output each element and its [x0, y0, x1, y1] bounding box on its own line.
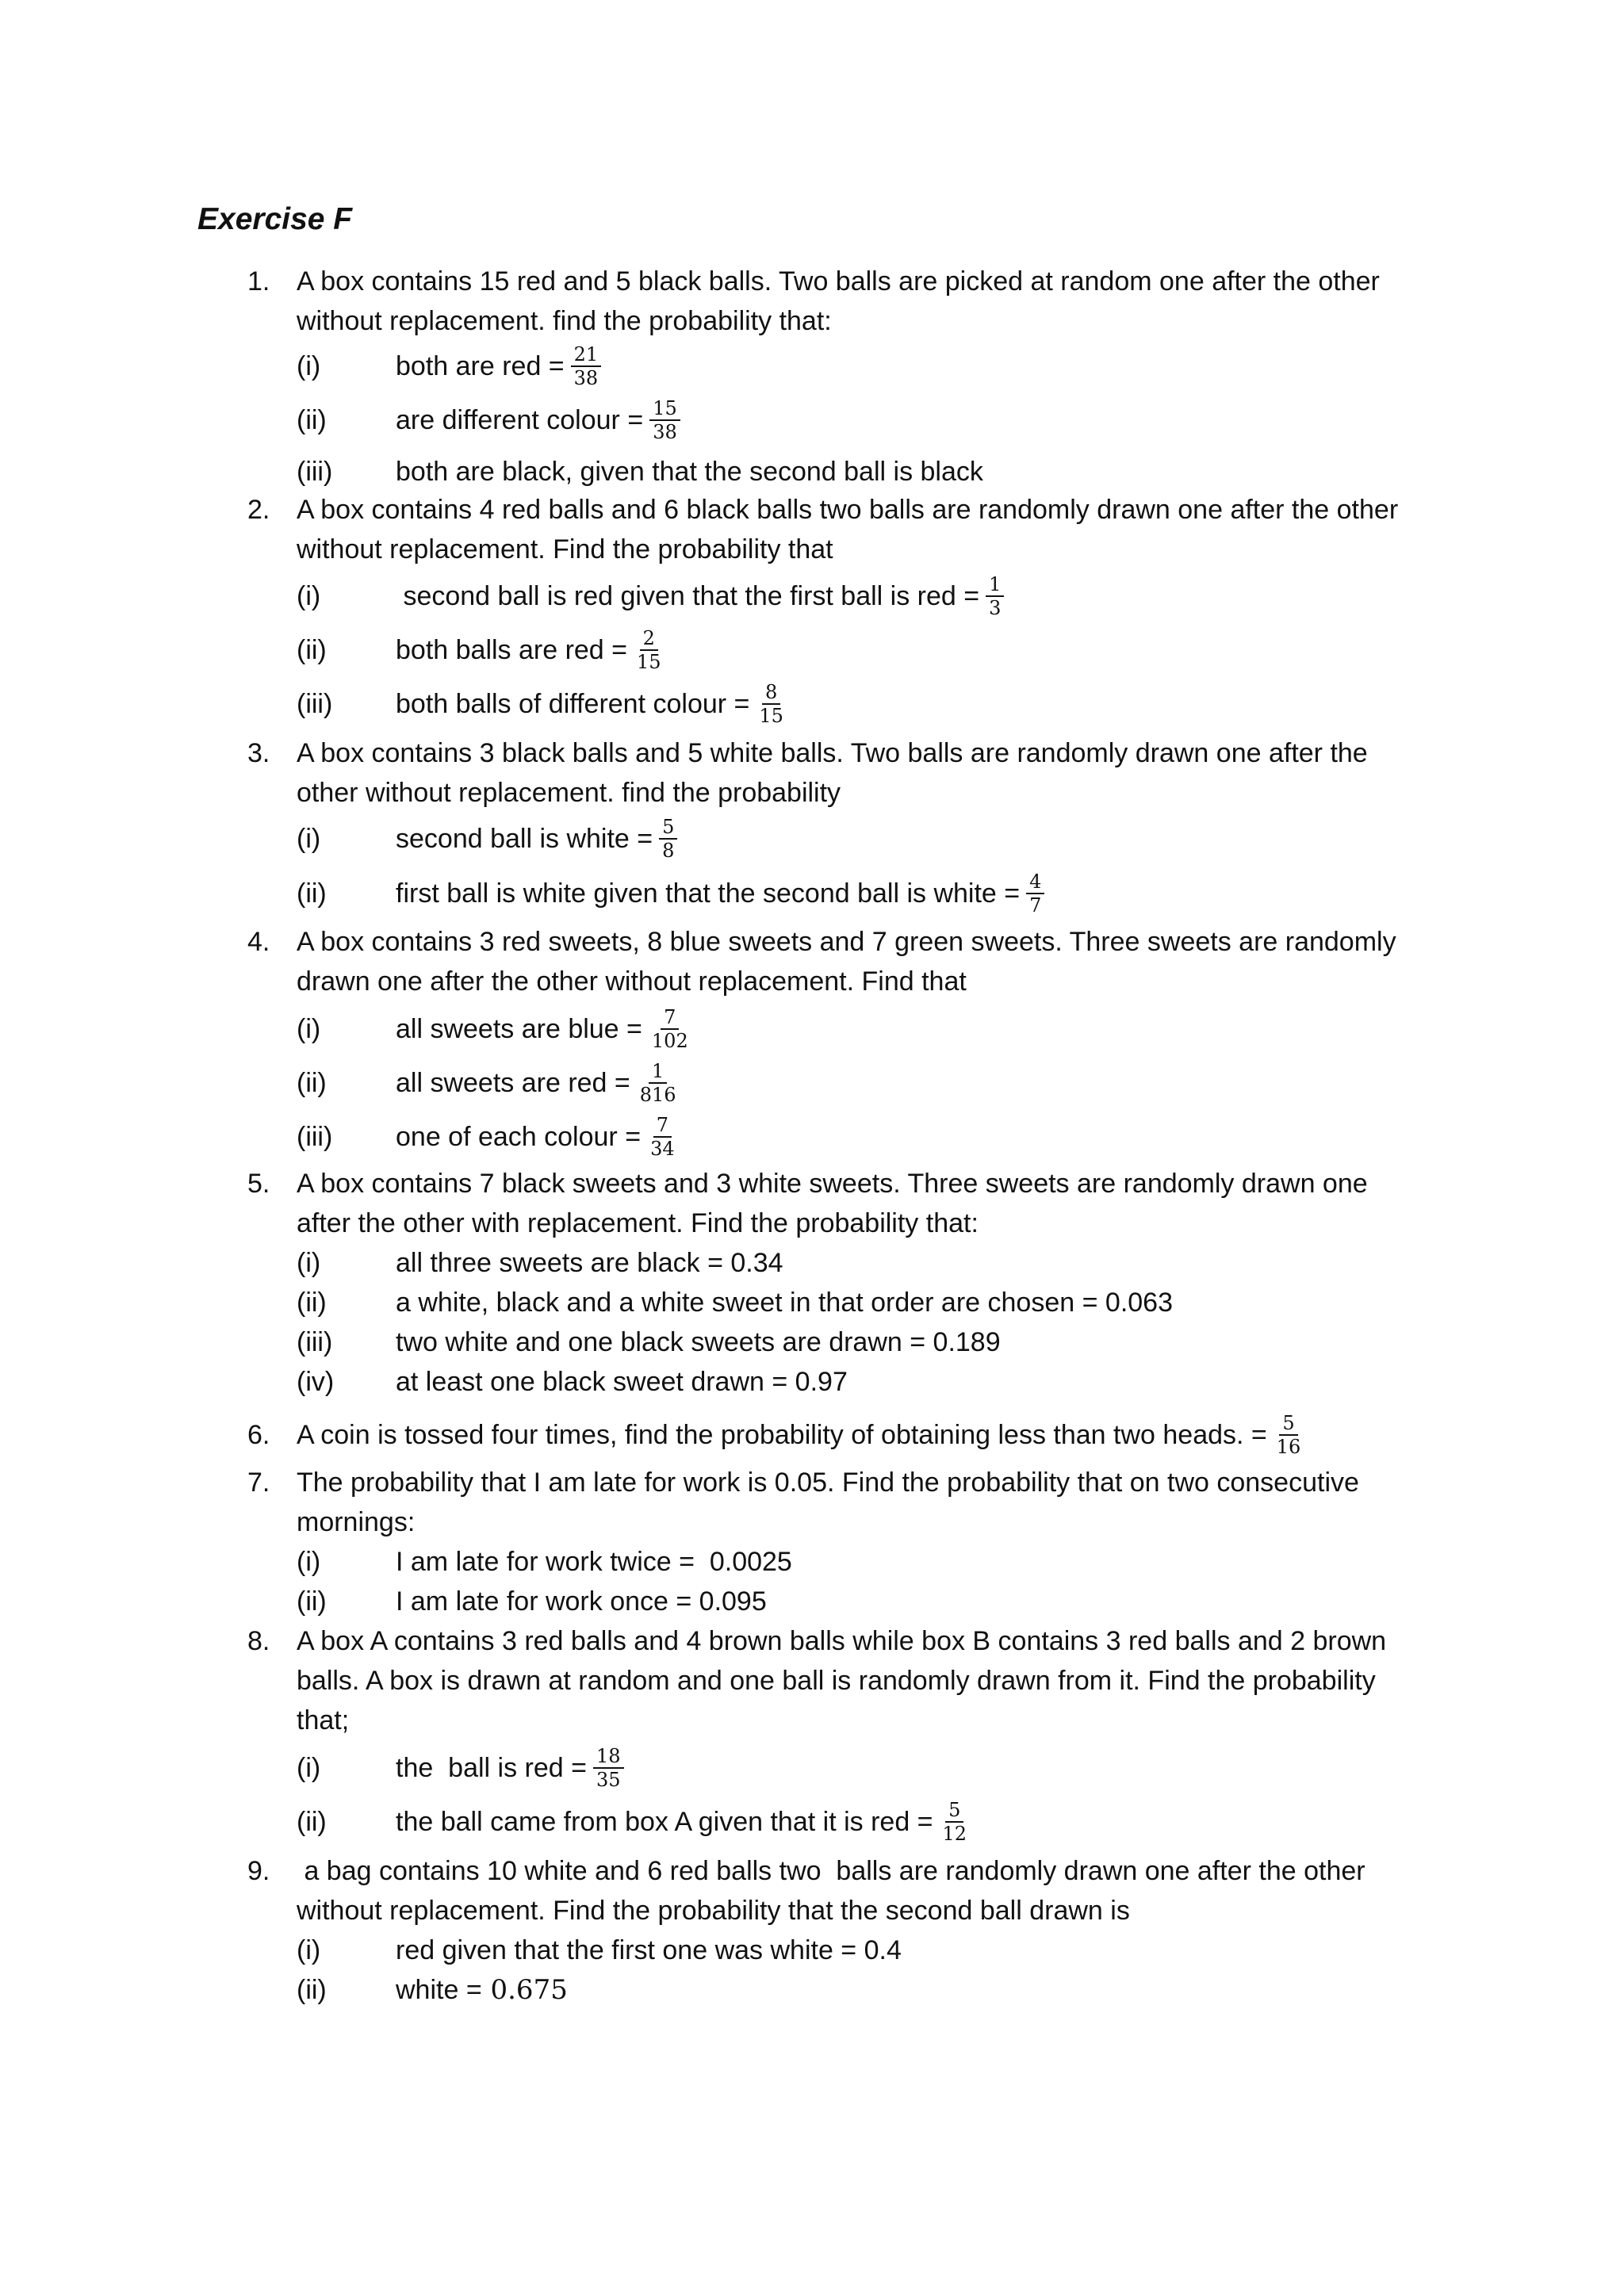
question-line: A coin is tossed four times, find the probability of obtaining less than two heads. = [297, 1420, 1267, 1450]
fraction-denominator: 34 [650, 1138, 675, 1160]
question-number: 1. [247, 266, 270, 297]
sub-text: all sweets are blue = [396, 1014, 642, 1044]
fraction-numerator: 21 [571, 344, 602, 367]
question-number: 6. [247, 1420, 270, 1450]
sub-label: (i) [297, 581, 321, 611]
sub-body [396, 680, 787, 728]
sub-label: (i) [297, 1935, 321, 1965]
question-number: 2. [247, 495, 270, 525]
fraction-numerator: 5 [945, 1800, 963, 1823]
sub-text: a white, black and a white sweet in that order are chosen = 0.063 [396, 1288, 1173, 1318]
question-text [297, 490, 1446, 569]
sub-body [396, 626, 665, 674]
fraction-denominator: 15 [759, 705, 783, 727]
sub-body [396, 1744, 624, 1792]
sub-text: the ball came from box A given that it is red = [396, 1807, 933, 1837]
sub-text: I am late for work once = 0.095 [396, 1586, 767, 1617]
sub-text: both balls are red = [396, 635, 628, 665]
sub-text: at least one black sweet drawn = 0.97 [396, 1367, 848, 1397]
fraction-numerator: 1 [986, 574, 1004, 597]
sub-body [396, 1578, 767, 1625]
sub-text: both are black, given that the second ball is black [396, 457, 983, 487]
question-line: other without replacement. find the probability [297, 778, 841, 808]
sub-label: (i) [297, 351, 321, 381]
fraction-numerator: 1 [649, 1061, 667, 1084]
fraction-denominator: 35 [596, 1769, 621, 1791]
fraction [940, 1800, 971, 1844]
fraction-numerator: 7 [661, 1007, 679, 1030]
sub-body [396, 1798, 970, 1846]
fraction-numerator: 5 [1279, 1413, 1297, 1436]
sub-label: (ii) [297, 405, 327, 435]
fraction [659, 817, 677, 861]
sub-text: all three sweets are black = 0.34 [396, 1248, 783, 1278]
fraction [647, 1115, 678, 1159]
sub-body [396, 1005, 691, 1053]
fraction [637, 1061, 680, 1105]
sub-label: (iv) [297, 1367, 335, 1397]
sub-text: white = [396, 1975, 482, 2005]
question-line: a bag contains 10 white and 6 red balls two balls are randomly drawn one after the other [297, 1856, 1365, 1886]
fraction [649, 398, 680, 442]
math-value: 0.675 [481, 1974, 568, 2006]
sub-label: (ii) [297, 635, 327, 665]
sub-text: one of each colour = [396, 1122, 642, 1152]
sub-label: (i) [297, 1753, 321, 1783]
sub-text: all sweets are red = [396, 1068, 630, 1098]
sub-body [396, 572, 1004, 620]
sub-body [396, 1966, 568, 2014]
sub-label: (iii) [297, 457, 333, 487]
sub-text: I am late for work twice = 0.0025 [396, 1547, 792, 1577]
question-line: drawn one after the other without replacement. Find that [297, 966, 967, 997]
sub-body [396, 342, 601, 390]
sub-label: (ii) [297, 878, 327, 909]
fraction [649, 1007, 691, 1051]
fraction-denominator: 816 [639, 1084, 676, 1106]
fraction [634, 628, 665, 672]
sub-text: two white and one black sweets are drawn = 0.189 [396, 1327, 1001, 1357]
sub-label: (i) [297, 1547, 321, 1577]
exercise-title: Exercise F [197, 202, 353, 236]
fraction [571, 344, 602, 388]
fraction-denominator: 12 [942, 1823, 967, 1845]
sub-label: (iii) [297, 1327, 333, 1357]
question-line: A box A contains 3 red balls and 4 brown balls while box B contains 3 red balls and 2 brown [297, 1626, 1387, 1656]
fraction-numerator: 7 [653, 1115, 672, 1138]
question-text [297, 922, 1446, 1001]
fraction-numerator: 5 [659, 817, 677, 840]
question-text [297, 1851, 1446, 1931]
sub-body [396, 1059, 680, 1107]
question-line: after the other with replacement. Find the probability that: [297, 1208, 979, 1238]
sub-text: second ball is red given that the first ball is red = [396, 581, 980, 611]
fraction-denominator: 16 [1276, 1436, 1301, 1458]
question-line: without replacement. Find the probability that the second ball drawn is [297, 1896, 1130, 1926]
fraction-denominator: 7 [1029, 894, 1042, 916]
question-line: A box contains 4 red balls and 6 black balls two balls are randomly drawn one after the other [297, 495, 1399, 525]
question-line: The probability that I am late for work is 0.05. Find the probability that on two consecutive [297, 1468, 1359, 1498]
sub-text: the ball is red = [396, 1753, 587, 1783]
fraction-denominator: 38 [573, 367, 599, 389]
fraction-denominator: 15 [637, 651, 661, 673]
sub-body [396, 1113, 678, 1161]
fraction-numerator: 2 [640, 628, 658, 651]
sub-label: (i) [297, 1248, 321, 1278]
sub-label: (iii) [297, 689, 333, 719]
fraction-denominator: 38 [653, 421, 677, 443]
sub-body [396, 1358, 848, 1406]
question-line: A box contains 7 black sweets and 3 white sweets. Three sweets are randomly drawn one [297, 1169, 1368, 1199]
question-text [297, 262, 1446, 341]
fraction [1274, 1413, 1304, 1457]
fraction [593, 1746, 624, 1790]
sub-label: (ii) [297, 1586, 327, 1617]
sub-body [396, 815, 677, 863]
question-number: 4. [247, 927, 270, 957]
fraction-numerator: 4 [1026, 871, 1044, 894]
question-number: 3. [247, 738, 270, 768]
sub-body [396, 870, 1044, 917]
question-line: balls. A box is drawn at random and one ball is randomly drawn from it. Find the probability [297, 1666, 1376, 1696]
sub-text: second ball is white = [396, 824, 653, 854]
question-line: that; [297, 1705, 350, 1735]
question-number: 7. [247, 1468, 270, 1498]
fraction-numerator: 15 [649, 398, 680, 421]
sub-body [396, 448, 983, 496]
sub-label: (i) [297, 1014, 321, 1044]
fraction-numerator: 8 [762, 682, 780, 705]
question-line: A box contains 15 red and 5 black balls. Two balls are picked at random one after the other [297, 266, 1380, 297]
sub-text: red given that the first one was white = 0.4 [396, 1935, 902, 1965]
question-number: 5. [247, 1169, 270, 1199]
question-text [297, 1164, 1446, 1243]
question-line: A box contains 3 black balls and 5 white balls. Two balls are randomly drawn one after the [297, 738, 1368, 768]
question-line: mornings: [297, 1507, 416, 1537]
sub-text: first ball is white given that the second ball is white = [396, 878, 1021, 909]
question-text [297, 733, 1446, 813]
question-body [297, 1411, 1304, 1459]
fraction [1026, 871, 1044, 916]
sub-label: (iii) [297, 1122, 333, 1152]
sub-label: (i) [297, 824, 321, 854]
question-line: without replacement. find the probability that: [297, 306, 832, 336]
question-line: without replacement. Find the probability that [297, 534, 833, 564]
fraction [756, 682, 787, 726]
question-text [297, 1621, 1446, 1740]
fraction [986, 574, 1004, 618]
sub-label: (ii) [297, 1975, 327, 2005]
fraction-denominator: 8 [662, 840, 675, 862]
fraction-numerator: 18 [593, 1746, 624, 1769]
question-number: 9. [247, 1856, 270, 1886]
question-text [297, 1463, 1446, 1542]
sub-text: are different colour = [396, 405, 644, 435]
fraction-denominator: 3 [989, 597, 1002, 619]
sub-text: both are red = [396, 351, 565, 381]
question-line: A box contains 3 red sweets, 8 blue sweets and 7 green sweets. Three sweets are randomly [297, 927, 1396, 957]
question-number: 8. [247, 1626, 270, 1656]
sub-label: (ii) [297, 1807, 327, 1837]
sub-label: (ii) [297, 1288, 327, 1318]
sub-label: (ii) [297, 1068, 327, 1098]
fraction-denominator: 102 [651, 1030, 688, 1052]
sub-body [396, 396, 680, 444]
sub-text: both balls of different colour = [396, 689, 750, 719]
